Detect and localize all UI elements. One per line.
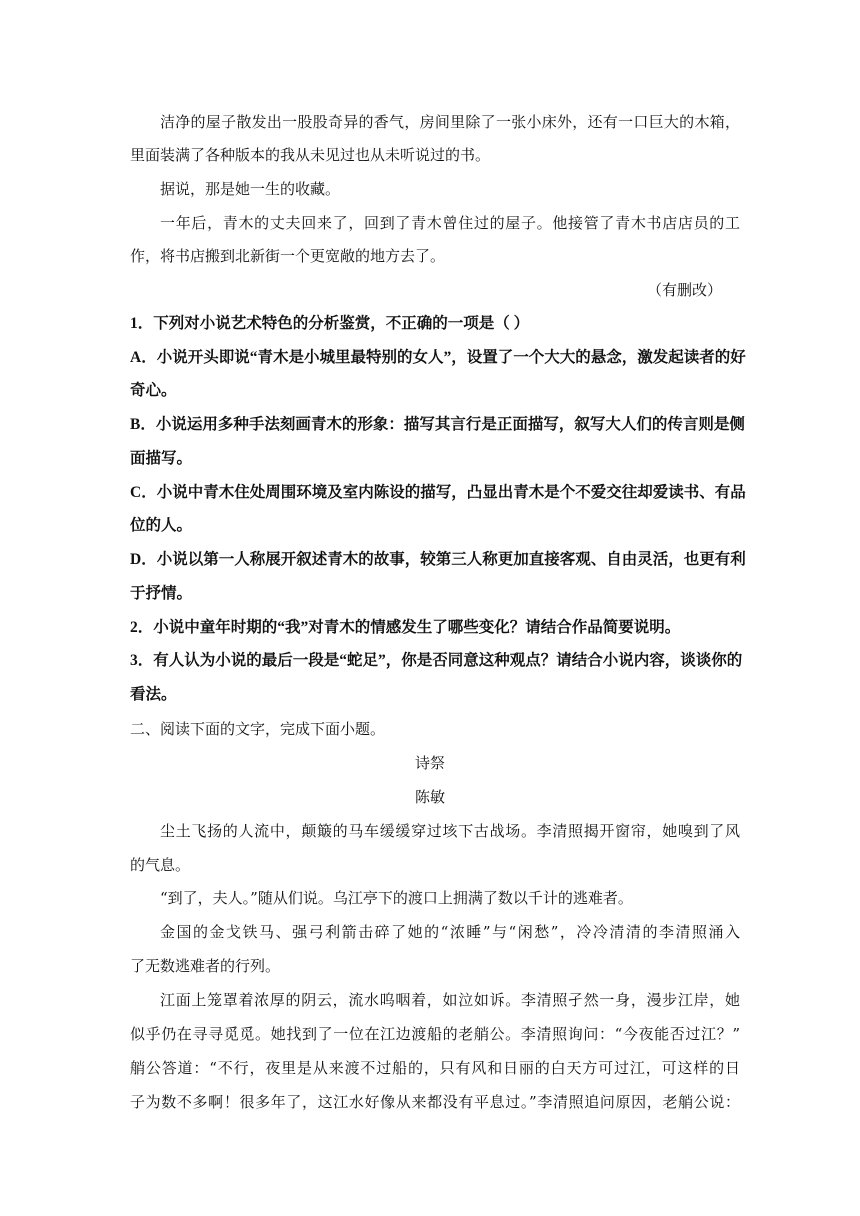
question-3-line: 看法。 xyxy=(130,686,177,703)
passage-line: 江面上笼罩着浓厚的阴云，流水呜咽着，如泣如诉。李清照孑然一身，漫步江岸，她 xyxy=(160,991,740,1009)
passage-line: 子为数不多啊！很多年了，这江水好像从来都没有平息过。”李清照追问原因，老艄公说： xyxy=(130,1093,740,1111)
passage-line: 似乎仍在寻寻觅觅。她找到了一位在江边渡船的老艄公。李清照询问：“今夜能否过江？” xyxy=(130,1025,740,1043)
passage-line: 了无数逃难者的行列。 xyxy=(130,957,281,975)
passage-line: 尘土飞扬的人流中，颠簸的马车缓缓穿过垓下古战场。李清照揭开窗帘，她嗅到了风 xyxy=(160,822,740,840)
option-c-line: 位的人。 xyxy=(130,517,193,534)
option-c-line: C．小说中青木住处周围环境及室内陈设的描写，凸显出青木是个不爱交往却爱读书、有品 xyxy=(130,484,746,501)
story-paragraph: 据说，那是她一生的收藏。 xyxy=(160,180,341,198)
question-2: 2．小说中童年时期的“我”对青木的情感发生了哪些变化？请结合作品简要说明。 xyxy=(130,619,681,636)
story-paragraph-line: 洁净的屋子散发出一股股奇异的香气，房间里除了一张小床外，还有一口巨大的木箱， xyxy=(160,113,740,131)
option-d-line: 于抒情。 xyxy=(130,585,193,602)
option-b-line: B．小说运用多种手法刻画青木的形象：描写其言行是正面描写，叙写大人们的传言则是侧 xyxy=(130,416,745,433)
section-heading: 二、阅读下面的文字，完成下面小题。 xyxy=(130,720,386,738)
passage-line: “到了，夫人。”随从们说。乌江亭下的渡口上拥满了数以千计的逃难者。 xyxy=(160,889,633,907)
passage-line: 艄公答道：“不行，夜里是从来渡不过船的，只有风和日丽的白天方可过江，可这样的日 xyxy=(130,1059,740,1077)
passage-line: 的气息。 xyxy=(130,856,191,874)
story-paragraph-line: 里面装满了各种版本的我从未见过也从未听说过的书。 xyxy=(130,146,491,164)
option-a-line: A．小说开头即说“青木是小城里最特别的女人”，设置了一个大大的悬念，激发起读者的好 xyxy=(130,349,746,366)
option-b-line: 面描写。 xyxy=(130,450,193,467)
story-paragraph-line: 作，将书店搬到北新街一个更宽敞的地方去了。 xyxy=(130,247,446,265)
question-1: 1．下列对小说艺术特色的分析鉴赏，不正确的一项是（ ） xyxy=(130,315,530,332)
option-d-line: D．小说以第一人称展开叙述青木的故事，较第三人称更加直接客观、自由灵活，也更有利 xyxy=(130,551,746,568)
author-name: 陈敏 xyxy=(414,788,445,806)
question-3-line: 3．有人认为小说的最后一段是“蛇足”，你是否同意这种观点？请结合小说内容，谈谈你的 xyxy=(130,652,743,669)
source-note: （有删改） xyxy=(646,281,722,299)
option-a-line: 奇心。 xyxy=(130,382,177,399)
story-paragraph-line: 一年后，青木的丈夫回来了，回到了青木曾住过的屋子。他接管了青木书店店员的工 xyxy=(160,214,740,232)
passage-line: 金国的金戈铁马、强弓利箭击碎了她的“浓睡”与“闲愁”，冷冷清清的李清照涌入 xyxy=(160,923,740,941)
poem-title: 诗祭 xyxy=(414,754,445,772)
